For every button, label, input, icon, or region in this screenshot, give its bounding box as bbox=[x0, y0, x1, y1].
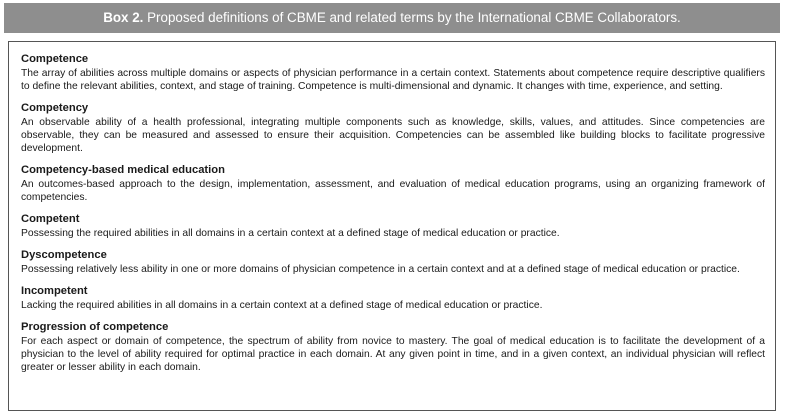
box-title: Proposed definitions of CBME and related terms by the International CBME Collaborators. bbox=[143, 10, 681, 25]
definition-entry bbox=[21, 321, 765, 374]
definition-text: An observable ability of a health professional, integrating multiple components such as knowledge, skills, values, and attitudes. Since competencies are observable, they can be measured and assessed to ensure their acquisition. Competencies can be assembled like building blocks to facilitate progressive development. bbox=[21, 117, 765, 154]
definition-text: Possessing relatively less ability in one or more domains of physician competence in a certain context and at a defined stage of medical education or practice. bbox=[21, 264, 740, 275]
definition-text: Possessing the required abilities in all domains in a certain context at a defined stage of medical education or practice. bbox=[21, 228, 560, 239]
definition-entry bbox=[21, 213, 765, 240]
definitions-list bbox=[8, 41, 776, 411]
definition-term: Competency-based medical education bbox=[21, 164, 225, 176]
box-label: Box 2. bbox=[103, 10, 144, 25]
definition-text: For each aspect or domain of competence, the spectrum of ability from novice to mastery. The goal of medical education is to facilitate the development of a physician to the level of ability required for optimal practice in each domain. At any given point in time, and in a given context, an individual physician will reflect greater or lesser ability in each domain. bbox=[21, 336, 765, 373]
definition-entry bbox=[21, 164, 765, 204]
definition-term: Progression of competence bbox=[21, 321, 169, 333]
definition-entry bbox=[21, 53, 765, 93]
definition-entry bbox=[21, 249, 765, 276]
definition-term: Competent bbox=[21, 213, 80, 225]
definition-entry bbox=[21, 102, 765, 155]
box-header bbox=[4, 3, 780, 33]
definition-term: Incompetent bbox=[21, 285, 88, 297]
definition-term: Competency bbox=[21, 102, 89, 114]
definition-term: Competence bbox=[21, 53, 89, 65]
definition-text: An outcomes-based approach to the design, implementation, assessment, and evaluation of medical education programs, using an organizing framework of competencies. bbox=[21, 179, 765, 203]
definition-term: Dyscompetence bbox=[21, 249, 107, 261]
definition-entry bbox=[21, 285, 765, 312]
definition-text: The array of abilities across multiple domains or aspects of physician performance in a certain context. Statements about competence require descriptive qualifiers to define the relevant abilities, context, and stage of training. Competence is multi-dimensional and dynamic. It changes with time, experience, and setting. bbox=[21, 68, 765, 92]
definition-text: Lacking the required abilities in all domains in a certain context at a defined stage of medical education or practice. bbox=[21, 300, 543, 311]
definitions-box bbox=[4, 3, 780, 413]
